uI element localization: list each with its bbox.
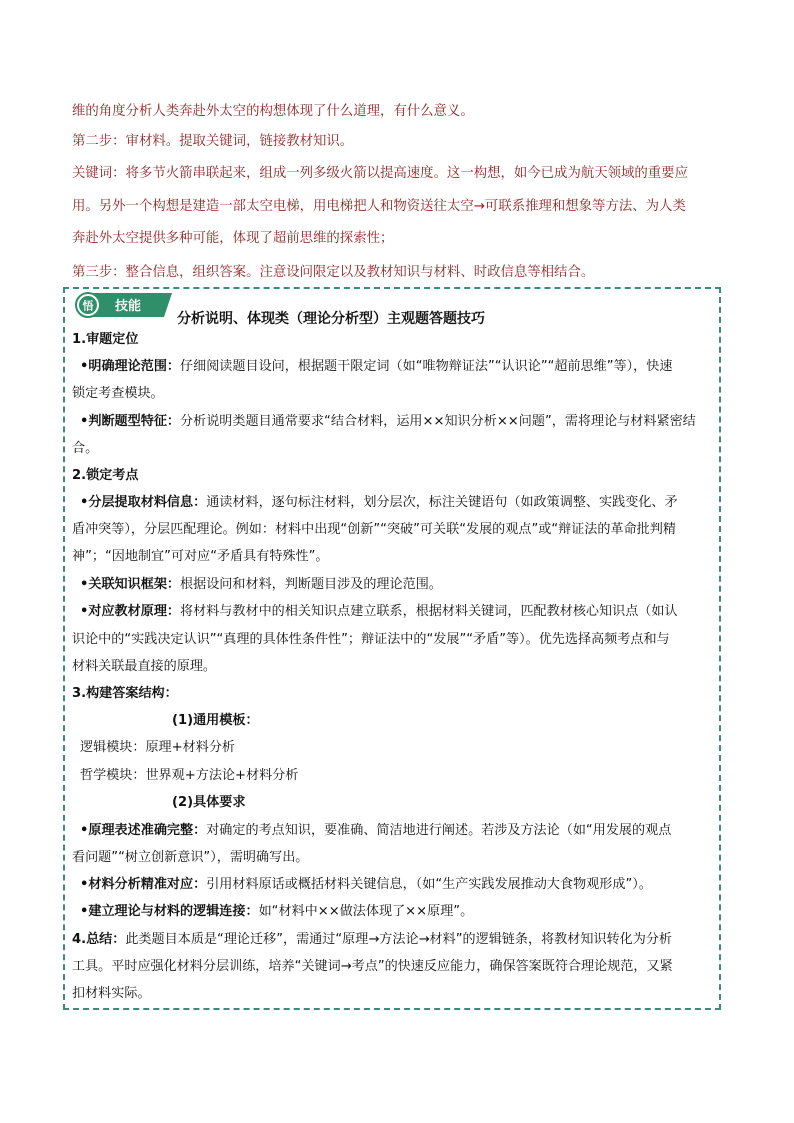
text-line: 第二步：审材料。提取关键词，链接教材知识。 (72, 134, 354, 149)
bullet-item (72, 489, 724, 516)
bullet-label: •明确理论范围： (80, 359, 181, 374)
badge-char-icon: 悟 (82, 299, 94, 313)
text-line: 第三步：整合信息，组织答案。注意设问限定以及教材知识与材料、时政信息等相结合。 (72, 265, 595, 280)
summary-line (72, 926, 716, 953)
bullet-label: •对应教材原理： (80, 604, 181, 619)
text-line: 扣材料实际。 (72, 986, 151, 1001)
bullet-text: 将材料与教材中的相关知识点建立联系，根据材料关键词，匹配教材核心知识点（如认 (180, 604, 678, 619)
subsection-heading: (2)具体要求 (172, 795, 246, 810)
text-line: 合。 (72, 441, 99, 456)
bullet-item (72, 353, 724, 380)
text-line: 看问题”“树立创新意识”），需明确写出。 (72, 850, 309, 865)
section-heading: 1.审题定位 (72, 332, 139, 347)
bullet-item (72, 571, 724, 598)
bullet-label: •分层提取材料信息： (80, 495, 207, 510)
bullet-item (72, 817, 724, 844)
text-line: 关键词：将多节火箭串联起来，组成一列多级火箭以提高速度。这一构想，如今已成为航天领域的重要应 (72, 166, 688, 181)
bullet-item (72, 871, 724, 898)
bullet-text: 对确定的考点知识，要准确、简洁地进行阐述。若涉及方法论（如“用发展的观点 (206, 823, 672, 838)
bullet-item (72, 898, 724, 925)
bullet-label: •原理表述准确完整： (80, 823, 207, 838)
box-title: 分析说明、体现类（理论分析型）主观题答题技巧 (177, 311, 485, 327)
text-line: 哲学模块：世界观+方法论+材料分析 (80, 768, 299, 783)
summary-label: 4.总结： (72, 932, 126, 947)
summary-text: 此类题目本质是“理论迁移”，需通过“原理→方法论→材料”的逻辑链条，将教材知识转化为分析 (125, 932, 673, 947)
text-line: 材料关联最直接的原理。 (72, 659, 217, 674)
subsection-heading: (1)通用模板： (172, 713, 259, 728)
text-line: 盾冲突等），分层匹配理论。例如：材料中出现“创新”“突破”可关联“发展的观点”或“辩证法的革命批判精 (72, 522, 676, 537)
text-line: 维的角度分析人类奔赴外太空的构想体现了什么道理，有什么意义。 (72, 104, 474, 119)
bullet-item (72, 408, 724, 435)
bullet-label: •材料分析精准对应： (80, 877, 207, 892)
bullet-text: 仔细阅读题目设问，根据题干限定词（如“唯物辩证法”“认识论”“超前思维”等），快速 (180, 359, 673, 374)
text-line: 用。另外一个构想是建造一部太空电梯，用电梯把人和物资送往太空→可联系推理和想象等方法、为人类 (72, 199, 686, 214)
text-line: 逻辑模块：原理+材料分析 (80, 740, 236, 755)
bullet-text: 通读材料，逐句标注材料，划分层次，标注关键语句（如政策调整、实践变化、矛 (206, 495, 678, 510)
bullet-label: •判断题型特征： (80, 414, 181, 429)
section-heading: 2.锁定考点 (72, 468, 139, 483)
text-line: 奔赴外太空提供多种可能，体现了超前思维的探索性； (72, 231, 394, 246)
bullet-label: •关联知识框架： (80, 577, 181, 592)
badge-label: 技能 (114, 299, 142, 314)
bullet-text: 引用材料原话或概括材料关键信息，（如“生产实践发展推动大食物观形成”）。 (206, 877, 652, 892)
bullet-text: 如“材料中××做法体现了××原理”。 (258, 904, 474, 919)
bullet-text: 分析说明类题目通常要求“结合材料，运用××知识分析××问题”，需将理论与材料紧密结 (180, 414, 696, 429)
text-line: 工具。平时应强化材料分层训练，培养“关键词→考点”的快速反应能力，确保答案既符合理论规范，又紧 (72, 959, 673, 974)
bullet-item (72, 598, 724, 625)
bullet-label: •建立理论与材料的逻辑连接： (80, 904, 259, 919)
bullet-text: 根据设问和材料，判断题目涉及的理论范围。 (180, 577, 442, 592)
text-line: 锁定考查模块。 (72, 386, 164, 401)
text-line: 识论中的“实践决定认识”“真理的具体性条件性”；辩证法中的“发展”“矛盾”等）。优先选择高频考点和与 (72, 632, 670, 647)
section-heading: 3.构建答案结构： (72, 686, 178, 701)
skill-badge (74, 292, 174, 318)
text-line: 神”；“因地制宜”可对应“矛盾具有特殊性”。 (72, 549, 329, 564)
